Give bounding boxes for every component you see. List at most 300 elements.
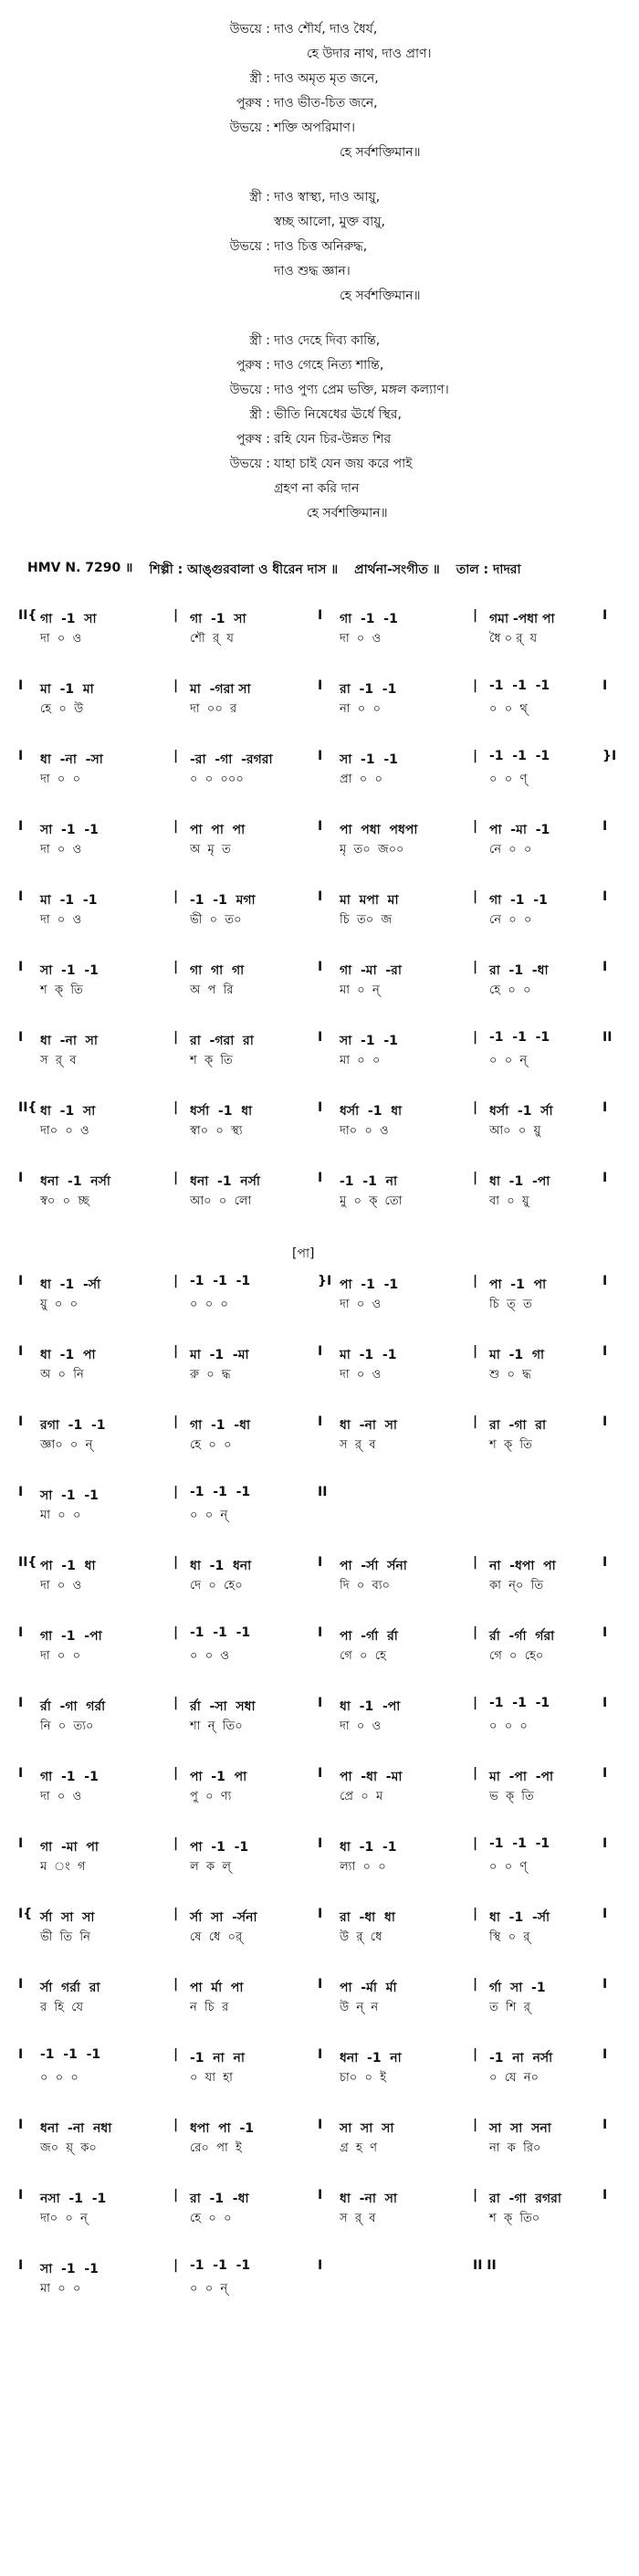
swara-cell: পা পধা পধপা [340,823,418,837]
bar-line: I [318,1907,323,1921]
syllable-cell: ০ যা হা [190,2071,233,2085]
syllable-cell: শৌ র্ য [190,632,234,646]
bar-line: I{ [18,1907,33,1921]
bar-line: | [173,2258,179,2273]
record-number: HMV N. 7290 ॥ [27,561,133,575]
lyric-line [0,451,639,476]
bar-line: | [473,2047,478,2062]
notation-system [0,814,639,884]
swara-cell: সা সা সনা [489,2121,551,2136]
syllable-cell: দা০ ০ ও [340,1124,389,1138]
bar-line: | [473,2118,478,2132]
bar-line: I [602,2047,608,2062]
swara-row [18,1555,625,1575]
notation-system [0,1831,639,1901]
bar-line: | [473,1555,478,1570]
bar-line: II [318,1485,328,1499]
syllable-cell: মা ০ ০ [340,1054,381,1067]
artist-credit: শিল্পী : আঙ্গুরবালা ও ধীরেন দাস ॥ [149,563,339,577]
swara-row [18,2047,625,2067]
swara-cell: সা -1 -1 [340,752,398,767]
lyric-line [0,66,639,90]
syllable-row [18,1366,625,1386]
bar-line: | [473,819,478,834]
speaker-label: পুরুষ : [236,95,270,110]
bar-line: | [473,1100,478,1115]
bar-line: I [602,1171,608,1185]
notation-system [0,1690,639,1761]
bar-line: | [473,889,478,904]
syllable-cell: ভী তি নি [40,1930,90,1944]
bar-line: | [173,1907,179,1921]
swara-cell: রগা -1 -1 [40,1418,106,1433]
swara-cell: সা -1 -1 [40,823,99,837]
swara-cell: ধা -না সা [40,1034,98,1048]
swara-cell: ধা -1 -পা [489,1174,550,1189]
swara-cell: র্রা -র্গা র্গরা [489,1629,555,1644]
swara-cell: পা -1 ধা [40,1559,96,1573]
syllable-cell: দে ০ হে০ [190,1579,243,1593]
bar-line: I [602,678,608,693]
swara-cell: র্সা সা -র্সনা [190,1910,257,1925]
notation-system [0,1901,639,1971]
swara-cell: ধনা -1 নর্সা [190,1174,260,1189]
syllable-cell: কা ন্০ তি [489,1579,544,1593]
bar-line: I [602,819,608,834]
swara-row [18,1274,625,1294]
syllable-cell: গে ০ হে [340,1649,386,1663]
swara-cell: পা -র্মা র্মা [340,1981,397,1995]
swara-cell: গা -1 -1 [340,612,398,626]
bar-line: I [18,889,24,904]
swara-cell: মা মপা মা [340,893,399,908]
swara-cell: ধা -না সা [340,2192,397,2206]
syllable-cell: স্ব০ ০ চ্ছ [40,1194,89,1208]
bar-line: I [318,1836,323,1851]
bar-line: | [173,1344,179,1359]
swara-row [18,1836,625,1856]
swara-cell: রা -1 -1 [340,682,397,697]
swara-cell: গা -1 -1 [40,1770,99,1784]
bar-line: | [473,1977,478,1992]
bar-line: I [18,2188,24,2203]
syllable-cell: দা ০ ও [40,843,82,857]
syllable-cell: স র্ ব [340,2212,376,2225]
syllable-cell: মু ০ ক্ তো [340,1194,403,1208]
syllable-cell: ০ ০ থ্ [489,702,528,716]
syllable-cell: ভ ক্ তি [489,1790,534,1803]
bar-line: | [473,608,478,623]
bar-line: | [473,749,478,763]
swara-cell: পা -1 -1 [190,1840,249,1855]
syllable-cell: দা০ ০ ও [40,1124,89,1138]
syllable-cell: ০ ০ ও [190,1649,230,1663]
speaker-label: উভয়ে : [229,21,270,37]
swara-cell: গা গা গা [190,963,245,978]
syllable-row [18,1507,625,1527]
bar-line: I [318,1555,323,1570]
swara-cell: সা -1 -1 [40,963,99,978]
swara-cell: ধপা পা -1 [190,2121,255,2136]
syllable-cell: উ র্ ধে [340,1930,382,1944]
bar-line: I [18,2047,24,2062]
syllable-cell: অ ০ নি [40,1368,84,1382]
bar-line: | [473,1625,478,1640]
syllable-row [18,2210,625,2230]
swara-cell: ধা -1 -1 [340,1840,397,1855]
swara-row [18,1485,625,1505]
speaker-label: উভয়ে : [229,238,270,254]
notation-system [0,954,639,1025]
swara-cell: পা -ধা -মা [340,1770,403,1784]
swara-cell: সা -1 -1 [40,2262,99,2276]
swara-cell: রা -গা রা [489,1418,547,1433]
swara-cell: গা -1 -1 [489,893,548,908]
lyric-text: দাও অমৃত মৃত জনে, [274,70,379,86]
swaralipi-notation [0,603,639,2323]
syllable-cell: ০ যে ন০ [489,2071,539,2085]
syllable-cell: হে ০ ০ [190,2212,232,2225]
speaker-label: স্ত্রী : [249,332,270,348]
syllable-row [18,1436,625,1456]
bar-line: | [173,678,179,693]
syllable-cell: রু ০ দ্ধ [190,1368,231,1382]
syllable-cell: মা ০ ০ [40,1509,81,1522]
syllable-cell: দা ০ ০ [40,1649,81,1663]
bar-line: | [173,1766,179,1781]
syllable-cell: শ ক্ তি [40,983,83,997]
lyric-line [0,234,639,258]
swara-cell: র্গা সা -1 [489,1981,546,1995]
swara-row [18,1414,625,1435]
swara-cell: -1 -1 -1 [489,1836,550,1851]
swara-cell: সা -1 -1 [340,1034,398,1048]
syllable-cell: গে ০ হে০ [489,1649,544,1663]
bar-line: | [173,1977,179,1992]
bar-line: I [318,2258,323,2273]
syllable-cell: স্থি ০ র্ [489,1930,530,1944]
song-lyrics [0,16,639,545]
notation-system [0,2042,639,2112]
syllable-cell: বা ০ য়ু [489,1194,529,1208]
lyric-verse [0,16,639,164]
lyric-text: দাও শুদ্ধ জ্ঞান। [274,263,351,279]
swara-cell: নসা -1 -1 [40,2192,107,2206]
bar-line: I [18,749,24,763]
swara-cell: গা -1 সা [40,612,97,626]
bar-line: | [473,1344,478,1359]
notation-system [0,884,639,954]
notation-system [0,743,639,814]
syllable-row [18,2140,625,2160]
syllable-cell: দা০ ০ ন্ [40,2212,88,2225]
notation-system [0,1479,639,1550]
bar-line: I [18,678,24,693]
syllable-cell: ত শি র্ [489,2001,530,2014]
swara-cell: ধনা -না নধা [40,2121,112,2136]
bar-line: | [173,889,179,904]
bar-line: | [473,1171,478,1185]
swara-cell: -1 -1 -1 [40,2047,101,2062]
bar-line: I [602,1766,608,1781]
bar-line: I [18,960,24,974]
bar-line: I [318,1414,323,1429]
syllable-row [18,1999,625,2019]
swara-cell: ধনা -1 নর্সা [40,1174,110,1189]
lyric-text: গ্রহণ না করি দান [274,480,360,496]
lyric-line [0,352,639,377]
swara-cell: ধা -1 -র্সা [40,1277,101,1292]
lyric-line [0,500,639,525]
bar-line: | [173,749,179,763]
swara-cell: ধা -1 -পা [340,1699,401,1714]
swara-row [18,889,625,909]
syllable-cell: হে ০ ০ [190,1438,232,1452]
bar-line: I [318,1030,323,1045]
speaker-label: স্ত্রী : [249,406,270,422]
swara-cell: ধা -1 ধনা [190,1559,252,1573]
bar-line: I [18,1766,24,1781]
swara-cell: মা -গরা সা [190,682,251,697]
notation-system [0,1620,639,1690]
swara-cell: মা -1 -1 [40,893,98,908]
swara-cell: পা পা পা [190,823,246,837]
syllable-row [18,630,625,650]
swara-row [18,2258,625,2278]
syllable-cell: ০ ০ ণ্ [489,773,528,786]
syllable-row [18,982,625,1002]
swara-row [18,1171,625,1191]
lyric-line [0,377,639,402]
bar-line: | [173,819,179,834]
syllable-row [18,700,625,720]
bar-line: I [318,819,323,834]
syllable-row [18,1052,625,1072]
syllable-cell: য়ু ০ ০ [40,1298,79,1311]
lyric-text: শক্তি অপরিমাণ। [274,120,355,135]
swara-cell: র্রা -সা সধা [190,1699,256,1714]
notation-system [0,1971,639,2042]
bar-line: I [18,1625,24,1640]
lyric-text: ভীতি নিষেধের ঊর্ধে স্থির, [274,406,402,422]
syllable-cell: আ০ ০ য়ু [489,1124,541,1138]
swara-cell: মা -1 -1 [340,1348,397,1362]
bar-line: I [318,608,323,623]
speaker-label: উভয়ে : [229,456,270,471]
bar-line: I [602,1100,608,1115]
bar-line: I [602,1555,608,1570]
lyric-text: হে সর্বশক্তিমান॥ [340,144,421,160]
lyric-line [0,41,639,66]
swara-cell: -1 না নর্সা [489,2051,553,2066]
bar-line: | [173,1274,179,1288]
syllable-cell: দা ০ ও [40,1579,82,1593]
syllable-cell: দা ০ ও [340,632,382,646]
swara-cell: গা -1 -ধা [190,1418,251,1433]
swara-cell: রা -1 -ধা [190,2192,249,2206]
notation-system [0,1761,639,1831]
swara-cell: রা -ধা ধা [340,1910,395,1925]
bar-line: I [602,960,608,974]
lyric-text: দাও গেহে নিত্য শান্তি, [274,357,384,373]
syllable-cell: আ০ ০ লো [190,1194,252,1208]
notation-system [0,1550,639,1620]
lyric-line [0,115,639,140]
syllable-row [18,1858,625,1878]
lyric-line [0,283,639,308]
swara-cell: -1 না না [190,2051,245,2066]
speaker-label: স্ত্রী : [249,189,270,205]
syllable-cell: ০ ০ ০০০ [190,773,244,786]
lyric-verse [0,328,639,525]
syllable-cell: রে০ পা ই [190,2141,242,2155]
lyric-line [0,258,639,283]
syllable-cell: প্রে ০ ম [340,1790,383,1803]
syllable-cell: দা ০ ০ [40,773,81,786]
swara-row [18,1907,625,1927]
lyric-line [0,426,639,451]
notation-system [0,2253,639,2323]
bar-line: I [602,608,608,623]
syllable-cell: জ০ য়্ ক০ [40,2141,97,2155]
notation-system [0,1268,639,1339]
notation-system [0,2112,639,2182]
bar-line: I [18,1836,24,1851]
bar-line: I [602,889,608,904]
syllable-cell: জ্ঞা০ ০ ন্ [40,1438,93,1452]
syllable-cell: ০ ০ ন্ [489,1054,528,1067]
swara-cell: ধনা -1 না [340,2051,402,2066]
bar-line: I [18,1414,24,1429]
bar-line: I [602,1344,608,1359]
notation-system [0,2182,639,2253]
syllable-cell: ০ ০ ন্ [190,1509,228,1522]
section-marker [0,1235,639,1268]
syllable-cell: চি ত০ জ [340,913,393,927]
notation-system [0,603,639,673]
bar-line: II [602,1030,613,1045]
syllable-cell: অ প রি [190,983,234,997]
section-label: [পা] [292,1246,315,1261]
syllable-cell: চা০ ০ ই [340,2071,386,2085]
syllable-cell: ০ ০ ০ [489,1719,528,1733]
bar-line: | [473,1274,478,1288]
syllable-row [18,771,625,791]
swara-cell: ধা -না -সা [40,752,103,767]
bar-line: I [318,1171,323,1185]
syllable-cell: দা ০ ও [340,1298,382,1311]
swara-row [18,2188,625,2208]
swara-cell: পা -1 -1 [340,1277,399,1292]
syllable-cell: নে ০ ০ [489,913,532,927]
speaker-label: উভয়ে : [229,120,270,135]
swara-cell: পা -1 পা [489,1277,547,1292]
bar-line: I [318,2047,323,2062]
bar-line: | [473,1696,478,1710]
swara-row [18,1030,625,1050]
swara-row [18,749,625,769]
swara-cell: -1 -1 -1 [190,2258,251,2273]
lyric-text: যাহা চাই যেন জয় করে পাই [274,456,413,471]
syllable-cell: নে ০ ০ [489,843,532,857]
lyric-text: দাও চিত্ত অনিরুদ্ধ, [274,238,368,254]
swara-cell: ধা -1 সা [40,1104,96,1119]
bar-line: II{ [18,608,37,623]
swara-cell: র্সা গর্রা রা [40,1981,100,1995]
bar-line: | [173,1555,179,1570]
swara-cell: -1 -1 মগা [190,893,256,908]
syllable-cell: দা ০০ র [190,702,237,716]
bar-line: I [318,2118,323,2132]
syllable-cell: না ক রি০ [489,2141,541,2155]
swara-cell: র্রা -গা গর্রা [40,1699,106,1714]
notation-system [0,1095,639,1165]
swara-cell: পা -মা -1 [489,823,550,837]
bar-line: | [173,1696,179,1710]
record-info-line [27,559,621,581]
bar-line: I [18,1171,24,1185]
swara-row [18,960,625,980]
syllable-cell: শু ০ দ্ধ [489,1368,531,1382]
bar-line: | [473,678,478,693]
syllable-cell: চি ত্ ত [489,1298,532,1311]
swara-row [18,1100,625,1120]
tala-label: তাল : দাদরা [456,563,521,577]
lyric-text: রহি যেন চির-উন্নত শির [274,431,392,447]
bar-line: I [318,960,323,974]
swara-row [18,678,625,699]
bar-line: | [173,1836,179,1851]
lyric-line [0,140,639,164]
bar-line: I [318,1625,323,1640]
swara-row [18,819,625,839]
swara-cell: -রা -গা -রগরা [190,752,273,767]
swara-cell: গা -মা -রা [340,963,402,978]
swara-row [18,1625,625,1645]
lyric-verse [0,184,639,308]
bar-line: | [173,608,179,623]
swara-cell: ধর্সা -1 ধা [190,1104,253,1119]
lyric-text: হে সর্বশক্তিমান॥ [307,505,388,520]
swara-cell: সা সা সা [340,2121,394,2136]
syllable-row [18,2069,625,2089]
swara-cell: গা -1 -পা [40,1629,102,1644]
bar-line: | [473,1766,478,1781]
syllable-row [18,841,625,861]
syllable-row [18,1193,625,1213]
bar-line: I [18,1344,24,1359]
syllable-cell: ল্যা ০ ০ [340,1860,386,1874]
bar-line: I [602,1274,608,1288]
bar-line: I [318,678,323,693]
swara-row [18,2118,625,2138]
swara-cell: র্সা সা সা [40,1910,95,1925]
lyric-text: দাও স্বাস্থ্য, দাও আয়ু, [274,189,381,205]
syllable-cell: গ্র হ ণ [340,2141,377,2155]
notation-system [0,1339,639,1409]
syllable-cell: নি ০ ত্য০ [40,1719,94,1733]
syllable-row [18,1788,625,1808]
swara-cell: -1 -1 -1 [489,749,550,763]
speaker-label: পুরুষ : [236,357,270,373]
bar-line: | [473,2188,478,2203]
syllable-row [18,1296,625,1316]
bar-line: | [173,1100,179,1115]
swara-cell: -1 -1 না [340,1174,398,1189]
swara-cell: পা -1 পা [190,1770,247,1784]
lyric-line [0,209,639,234]
bar-line: }I [602,749,617,763]
